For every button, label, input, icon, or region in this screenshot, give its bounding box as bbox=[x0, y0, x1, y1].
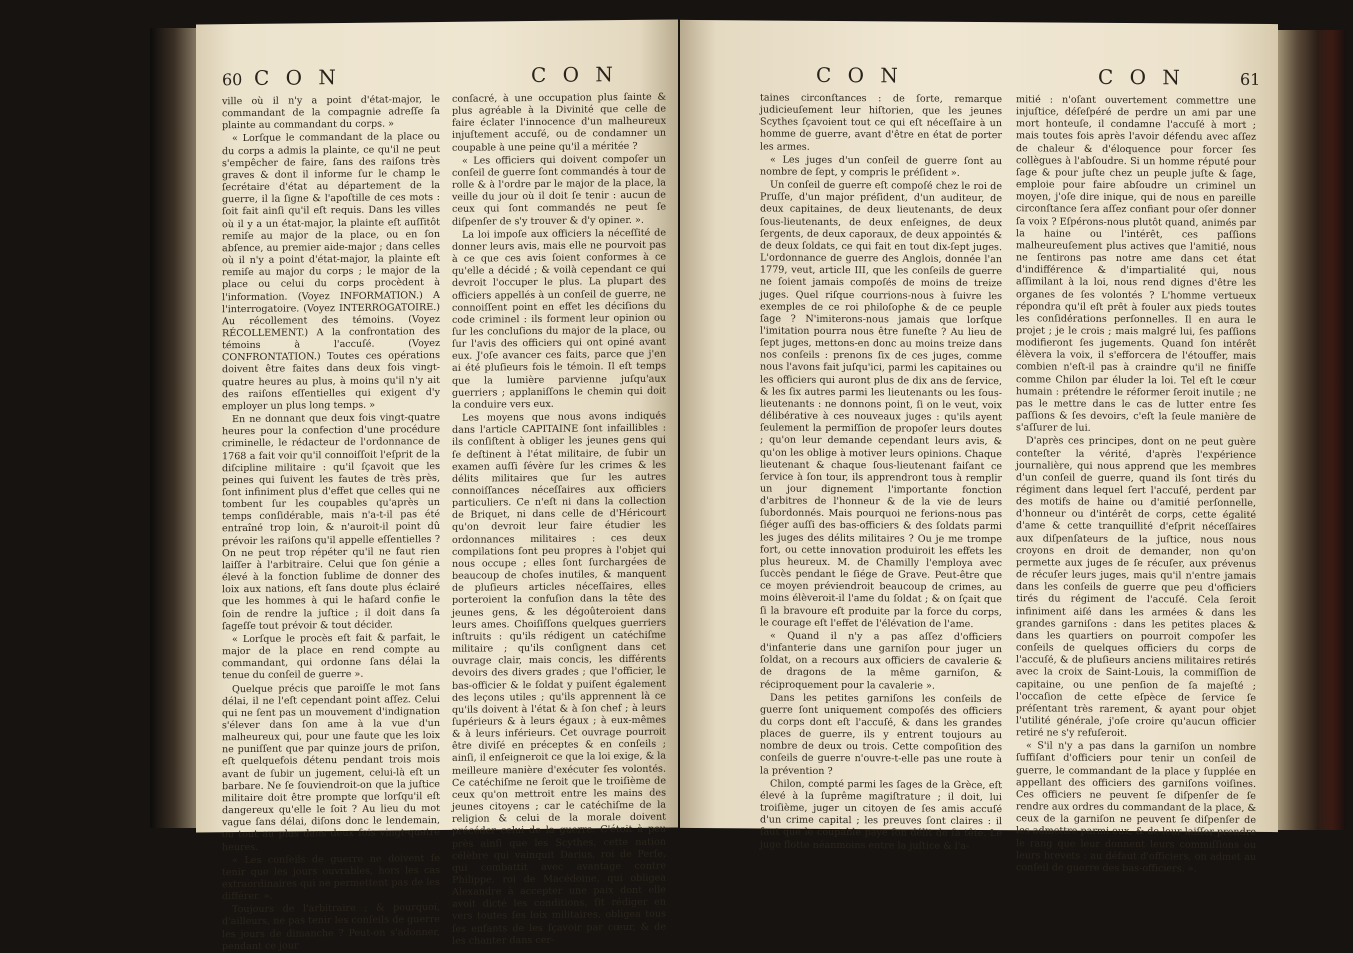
paragraph: « S'il n'y a pas dans la garniſon un nombre ſuffiſant d'officiers pour tenir un conſeil de guerre, le commandant de la place y ſupplée en appellant des officiers des garniſons voiſines. Ces officiers ne peuvent ſe diſpenſer de ſe rendre aux ordres du commandant de la place, & ceux de la garniſon ne peuvent ſe diſpenſer de les admettre parmi eux, & de leur laiſſer prendre le rang que leur donnent leurs commiſſions ou leurs brevets : au défaut d'officiers, on admet au conſeil de guerre des bas-officiers. ». bbox=[1016, 740, 1256, 875]
paragraph: « Les officiers qui doivent compoſer un conſeil de guerre ſont commandés à tour de rolle & à l'ordre par le major de la place, la veille du jour où il doit ſe tenir : aucun de ceux qui ſont commandés ne peut ſe diſpenſer de s'y trouver & d'y opiner. ». bbox=[452, 153, 666, 228]
right-running-title-2: C O N bbox=[1098, 64, 1185, 90]
right-page-number: 61 bbox=[1240, 69, 1261, 89]
paragraph: D'après ces principes, dont on ne peut guère conteſter la vérité, d'après l'expérience journalière, qui nous apprend que les membres d'un conſeil de guerre, quand ils ſont tirés du régiment dans lequel ſert l'accuſé, perdent par des motifs de haine ou d'amitié perſonnelle, d'honneur ou d'intérêt de corps, cette égalité d'ame & cette tranquillité d'eſprit néceſſaires aux diſpenſateurs de la juſtice, nous nous croyons en droit de demander, non qu'on permette aux juges de ſe récuſer, aux prévenus de récuſer leurs juges, mais qu'il n'entre jamais dans les conſeils de guerre que peu d'officiers tirés du régiment de l'accuſé. Cela ſeroit infiniment aiſé dans les armées & dans les grandes garniſons : dans les petites places & dans les quartiers on pourroit compoſer les conſeils de quelques officiers du corps de l'accuſé, & de pluſieurs anciens militaires retirés avec la croix de Saint-Louis, la commiſſion de capitaine, ou une penſion de ſa majeſté ; l'occaſion de cette eſpèce de ſervice ſe préſentant très rarement, & ayant pour objet l'utilité générale, j'oſe croire qu'aucun officier retiré ne s'y refuſeroit. bbox=[1016, 435, 1256, 740]
left-book-edge bbox=[150, 28, 198, 828]
paragraph: taines circonſtances : de ſorte, remarque judicieuſement leur hiſtorien, que les jeunes Scythes ſçavoient tout ce qui eſt néceſſaire à un homme de guerre, avant d'être en état de porter les armes. bbox=[760, 92, 1002, 153]
paragraph: Toujours de l'arbitraire ; & pourquoi, d'ailleurs, ne pas tenir les conſeils de guerre les jours de dimanche ? Peut-on s'adonner, pendant ce jour bbox=[222, 902, 440, 953]
left-column-2 bbox=[452, 91, 666, 947]
left-page-number: 60 bbox=[222, 70, 243, 90]
right-column-1 bbox=[760, 92, 1002, 852]
paragraph: Dans les petites garniſons les conſeils de guerre ſont uniquement compoſés des officiers du corps dont eſt l'accuſé, & dans les grandes places de guerre, ils y entrent toujours au nombre de deux ou trois. Cette compoſition des conſeils de guerre n'ouvre-t-elle pas une route à la prévention ? bbox=[760, 692, 1002, 777]
paragraph: « Quand il n'y a pas aſſez d'officiers d'infanterie dans une garniſon pour juger un ſoldat, on a recours aux officiers de cavalerie & de dragons de la même garniſon, & réciproquement pour la cavalerie ». bbox=[760, 630, 1002, 692]
paragraph: Un conſeil de guerre eſt compoſé chez le roi de Pruſſe, d'un major préſident, d'un auditeur, de deux capitaines, de deux lieutenants, de deux ſous-lieutenants, de deux enſeignes, de deux ſergents, de deux caporaux, de deux appointés & de deux ſoldats, ce qui fait en tout dix-ſept juges. L'ordonnance de guerre des Anglois, donnée l'an 1779, veut, article III, que les conſeils de guerre ne ſoient jamais compoſés de moins de treize juges. Quel riſque courrions-nous à ſuivre les exemples de ce roi philoſophe & de ce peuple ſage ? N'imiterons-nous jamais que lorſque l'imitation pourra nous être funeſte ? Au lieu de ſept juges, mettons-en donc au moins treize dans nos conſeils : prenons ſix de ces juges, comme nous l'avons fait juſqu'ici, parmi les capitaines ou les officiers qui auront plus de dix ans de ſervice, & les ſix autres parmi les lieutenants ou les ſous-lieutenants : ne donnons point, ſi on le veut, voix délibérative à ces nouveaux juges : qu'ils ayent ſeulement la permiſſion de propoſer leurs doutes ; qu'on leur demande cependant leurs avis, & qu'on les oblige à motiver leurs opinions. Chaque lieutenant & chaque ſous-lieutenant faiſant ce ſervice à ſon tour, ils apprendront tous à remplir un jour dignement l'importante fonction d'arbitres de l'honneur & de la vie de leurs ſubordonnés. Mais pourquoi ne ferions-nous pas ſiéger auſſi des bas-officiers & des ſoldats parmi les juges des délits militaires ? Ou je me trompe fort, ou cette innovation produiroit les effets les plus heureux. M. de Chamilly l'employa avec ſuccès pendant le ſiége de Grave. Peut-être que ce moyen préviendroit beaucoup de crimes, au moins élèveroit-il l'ame du ſoldat ; & on ſçait que ſi la bravoure eſt produite par la force du corps, le courage eſt l'effet de l'élévation de l'ame. bbox=[760, 179, 1002, 630]
paragraph: ville où il n'y a point d'état-major, le commandant de la compagnie adreſſe ſa plainte au commandant du corps. » bbox=[222, 93, 440, 132]
right-running-title-1: C O N bbox=[816, 62, 903, 88]
left-column-1 bbox=[222, 93, 440, 953]
right-page-header bbox=[680, 62, 1278, 96]
right-page bbox=[680, 20, 1278, 875]
paragraph: La loi impoſe aux officiers la néceſſité de donner leurs avis, mais elle ne pourvoit pas à ce que ces avis ſoient conformes à ce qu'elle a décidé ; & voilà cependant ce qui devroit l'occuper le plus. La plupart des officiers appellés à un conſeil de guerre, ne connoiſſent point en effet les déciſions du code criminel : ils forment leur opinion ou ſur les concluſions du major de la place, ou ſur l'avis des officiers qui ont opiné avant eux. J'oſe avancer ces faits, parce que j'en ai été pluſieurs fois le témoin. Il eſt temps que la lumière parvienne juſqu'aux guerriers ; applaniſſons le chemin qui doit la conduire vers eux. bbox=[452, 227, 666, 411]
left-page bbox=[196, 19, 678, 953]
paragraph: mitié : n'oſant ouvertement commettre une injuſtice, déſeſpéré de perdre un ami par une mort honteuſe, il condamne l'accuſé à mort ; mais toutes fois après l'avoir défendu avec aſſez de chaleur & d'éloquence pour forcer ſes collègues à l'abſoudre. Si un homme réputé pour ſage & pour juſte chez un peuple juſte & ſage, emploie pour faire abſoudre un criminel un moyen, j'oſe dire inique, qui de nous en pareille circonſtance ſera aſſez confiant pour oſer donner ſa voix ? Eſpérons-nous plutôt quand, animés par la haine ou l'intérêt, ces paſſions malheureuſement plus actives que l'amitié, nous ne ſentirons pas notre ame dans cet état d'indifférence & d'impartialité qui, nous aſſimilant à la loi, nous rend dignes d'être les organes de ſes volontés ? L'homme vertueux répondra qu'il eſt prêt à fouler aux pieds toutes les conſidérations perſonnelles. Il en aura le projet ; je le crois ; mais malgré lui, ſes paſſions modifieront ſes jugements. Quand ſon intérêt élèvera la voix, il s'efforcera de l'étouffer, mais combien n'eſt-il pas à craindre qu'il ne finiſſe comme Chilon par éluder la loi. Tel eſt le cœur humain : prétendre le réformer ſeroit inutile ; ne pas le mettre dans le cas de lutter entre ſes paſſions & ſes devoirs, c'eſt la ſeule manière de s'aſſurer de lui. bbox=[1016, 94, 1256, 434]
paragraph: « Les conſeils de guerre ne doivent ſe tenir que les jours ouvrables, hors les cas extraordinaires qui ne permettent pas de les différer. ». bbox=[222, 852, 440, 903]
paragraph: conſacré, à une occupation plus ſainte & plus agréable à la Divinité que celle de faire éclater l'innocence d'un malheureux injuſtement accuſé, ou de condamner un coupable à une peine qu'il a méritée ? bbox=[452, 91, 666, 154]
left-running-title-1: C O N bbox=[254, 65, 341, 90]
paragraph: « Lorſque le commandant de la place ou du corps a admis la plainte, ce qu'il ne peut s'empêcher de faire, ſans des raiſons très graves & dont il informe ſur le champ le ſecrétaire d'état au département de la guerre, il la ſigne & l'apoſtille de ces mots : ſoit fait ainſi qu'il eſt requis. Dans les villes où il y a un état-major, la plainte eſt auſſitôt remiſe au major de la place, ou en ſon abſence, au premier aide-major ; dans celles où il n'y a point d'état-major, la plainte eſt remiſe au major du corps ; le major de la place ou celui du corps procèdent à l'information. (Voyez INFORMATION.) A l'interrogatoire. (Voyez INTERROGATOIRE.) Au récollement des témoins. (Voyez RÉCOLLEMENT.) A la confrontation des témoins à l'accuſé. (Voyez CONFRONTATION.) Toutes ces opérations doivent être faites dans deux fois vingt-quatre heures au plus, à moins qu'il n'y ait des raiſons eſſentielles qui exigent d'y employer un plus long temps. » bbox=[222, 131, 440, 413]
paragraph: « Lorſque le procès eſt fait & parfait, le major de la place en rend compte au commandant, qui ordonne ſans délai la tenue du conſeil de guerre ». bbox=[222, 631, 440, 682]
right-book-edge bbox=[1276, 30, 1346, 830]
left-running-title-2: C O N bbox=[531, 62, 618, 88]
paragraph: Quelque précis que paroiſſe le mot ſans délai, il ne l'eſt cependant point aſſez. Celui qui ne ſent pas un mouvement d'indignation s'élever dans ſon ame à la vue d'un malheureux qui, pour une faute que les loix ne puniſſent que par quinze jours de priſon, eſt quelquefois détenu pendant trois mois avant de ſubir un jugement, celui-là eſt un barbare. Ne ſe ſouviendroit-on que la juſtice militaire doit être prompte que lorſqu'il eſt dangereux qu'elle le ſoit ? Au lieu du mot vague ſans délai, diſons donc le lendemain, ou tout au plus dans deux fois vingt-quatre heures. bbox=[222, 681, 440, 853]
paragraph: Chilon, compté parmi les ſages de la Grèce, eſt élevé à la ſuprême magiſtrature ; il doit, lui troiſième, juger un citoyen de ſes amis accuſé d'un crime capital ; les preuves ſont claires : il faut que le coupable paye ſon délit de ſa tête. Le juge flotte néanmoins entre la juſtice & l'a- bbox=[760, 778, 1002, 852]
paragraph: Les moyens que nous avons indiqués dans l'article CAPITAINE ſont infaillibles : ils conſiſtent à obliger les jeunes gens qui ſe deſtinent à l'état militaire, de ſubir un examen auſſi ſévère ſur les crimes & les délits militaires que ſur les autres connoiſſances néceſſaires aux officiers particuliers. Ce n'eſt ni dans la collection de Briquet, ni dans celle de d'Héricourt qu'on devroit leur faire étudier les ordonnances militaires : ces deux compilations ſont peu propres à l'objet qui nous occupe ; elles ſont ſurchargées de beaucoup de choſes inutiles, & manquent de pluſieurs articles néceſſaires, elles porteroient la confuſion dans la tête des jeunes gens, & les dégoûteroient dans leurs ames. Choiſiſſons quelques guerriers inſtruits : qu'ils rédigent un catéchiſme militaire ; qu'ils conſignent dans cet ouvrage clair, mais concis, les différents devoirs des divers grades ; que l'officier, le bas-officier & le ſoldat y puiſent également des leçons utiles ; qu'ils apprennent là ce qu'ils doivent à l'état & à ſon chef ; à leurs ſupérieurs & à leurs égaux ; à eux-mêmes & à leurs inférieurs. Cet ouvrage pourroit être diviſé en préceptes & en conſeils ; ainſi, il enſeigneroit ce que la loi exige, & la meilleure manière d'exécuter ſes volontés. Ce catéchiſme ne ſeroit que le troiſième de ceux qu'on mettroit entre les mains des jeunes citoyens ; car le catéchiſme de la religion & celui de la morale doivent précéder celui de la guerre. C'étoit à peu près ainſi que les Scythes, cette nation célèbre qui vainquit Darius, roi de Perſe, qui combattit avec avantage contre Philippe, roi de Macédoine, qui obligea Alexandre à accepter une paix dont elle avoit dicté les conditions, ſit rédiger en vers toutes ſes loix militaires, obligea tous ſes enfants de les ſçavoir par cœur, & de les chanter dans cer- bbox=[452, 410, 666, 947]
paragraph: En ne donnant que deux fois vingt-quatre heures pour la confection d'une procédure criminelle, le rédacteur de l'ordonnance de 1768 a fait voir qu'il connoiſſoit l'eſprit de la diſcipline militaire : qu'il ſçavoit que les peines qui ſuivent les fautes de très près, ſont infiniment plus d'effet que celles qui ne tombent ſur les coupables qu'après un temps conſidérable, mais n'a-t-il pas été entraîné trop loin, & n'auroit-il point dû prévoir les raiſons qu'il appelle eſſentielles ? On ne peut trop répéter qu'il ne faut rien laiſſer à l'arbitraire. Celui que ſon génie a élevé à la fonction ſublime de donner des loix aux nations, eſt ſans doute plus éclairé que les hommes à qui le haſard confie le ſoin de rendre la juſtice ; il doit dans ſa ſageſſe tout prévoir & tout décider. bbox=[222, 412, 440, 632]
right-column-2 bbox=[1016, 94, 1256, 875]
paragraph: « Les juges d'un conſeil de guerre ſont au nombre de ſept, y compris le préſident ». bbox=[760, 154, 1002, 179]
